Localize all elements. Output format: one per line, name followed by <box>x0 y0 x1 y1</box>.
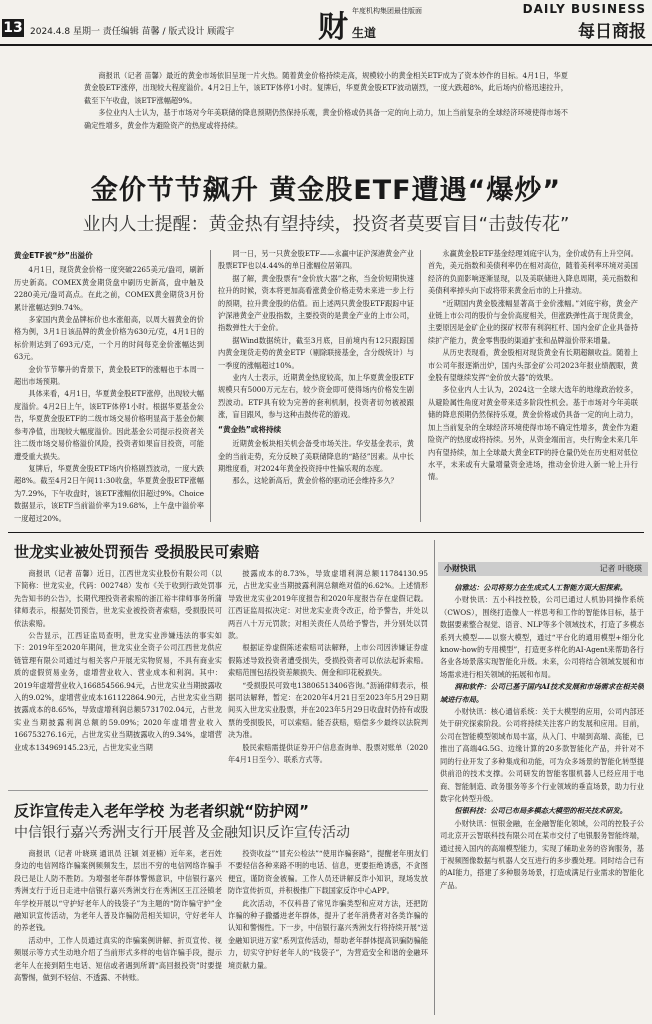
main-column-1 <box>14 248 204 526</box>
paragraph: 披露成本的8.73%，导致虚增利润总额11784130.95元，占世龙实业当期披露利润总额绝对值的6.62%。上述情形导致世龙实业2019年度报告和2020年度报告存在虚假记载。江西证监局拟决定：对世龙实业责令改正，给予警告，并处以两百八十万元罚款；对相关责任人员给予警告，并分别处以罚款。 <box>228 569 428 641</box>
paragraph: 活动中，工作人员通过真实的诈骗案例讲解、折页宣传、视频展示等方式生动地介绍了当前形式多样的电信诈骗手段，提示老年人在接到陌生电话、短信或者遇到所谓“高回报投资”时要提高警惕，做到不轻信、不透露、不转账。 <box>14 935 222 983</box>
sidebar-item-text: 小财快讯：恒银金融，在金融智能化领域，公司的控股子公司北京开云智联科技有限公司在某市交付了电银服务智能终端，通过接入国内的高端模型能力，实现了辅助业务的咨询服务，基于视频图像数据与机器人交互进行的多步骤处理。同时结合已有的AI能力，搭建了多种服务场景，打造成满足行业需求的智能化产品。 <box>440 818 644 890</box>
sidebar-title: 小财快讯 <box>444 564 476 573</box>
main-headline: 金价节节飙升 黄金股ETF遭遇“爆炒” <box>90 175 562 206</box>
section-name: 生道 <box>352 26 377 40</box>
dateline: 2024.4.8 星期一 责任编辑 苗馨 / 版式设计 顾霞宇 <box>30 27 235 37</box>
sidebar-item-text: 小财快讯：五小科技控股，公司已通过人机协同操作系统（CWOS），围绕打造像人一样思考和工作的智能体目标，基于数据要素整合视觉、语音、NLP等多个领域技术，打造了多模态系列大模型——以察大模型，通过“平台化的通用模型+细分化know-how的专用模型”，打造更多样化的AI-Agent来帮助各行各业各场景落实现智能化升级。未来，公司将结合领域发展和市场需求进行相关领域的拓展和布局。 <box>440 595 644 679</box>
main-column-3 <box>428 248 638 526</box>
paragraph: 公告显示，江西证监局查明，世龙实业涉嫌违法的事实如下：2019年至2020年期间，世龙实业全资子公司江西世龙供应链管理有限公司通过与相关客户开展无实物贸易，不具有商业实质的虚假贸易业务，虚增营业收入、营业成本和利润。其中：2019年虚增营业收入166854566.94元，占世龙实业当期披露收入的9.02%，虚增营业成本161122864.90元，占世龙实业当期披露成本的8.65%，导致虚增利润总额5731702.04元，占世龙实业当期披露利润总额的59.09%；2020年虚增营业收入166753276.16元，占世龙实业当期披露收入的9.34%，虚增营业成本134969145.23元，占世龙实业当期 <box>14 631 222 752</box>
paragraph: 股民索赔需提供证券开户信息查询单、股票对账单（2020年4月1日至今）、联系方式等。 <box>228 742 428 765</box>
brand-chinese: 每日商报 <box>578 22 646 42</box>
paragraph: 从历史表现看，黄金股相对现货黄金有长期超额收益。随着上市公司年报逐渐出炉，国内头部金矿公司2023年报业绩靓眼，黄金股有望继续发挥“金价放大器”的效果。 <box>428 348 638 383</box>
page-header <box>0 0 652 46</box>
paragraph: 此次活动，不仅科普了常见诈骗类型和应对方法，还把防诈骗的种子撒播进老年群体，提升了老年消费者对各类诈骗的认知和警惕性。下一步，中信银行嘉兴秀洲支行将持续开展“送金融知识进万家”系列宣传活动，帮助老年群体提高识骗防骗能力，切实守护好老年人的“钱袋子”，为营造安全和谐的金融环境贡献力量。 <box>228 898 428 970</box>
paragraph: 近期黄金板块相关机会备受市场关注。华安基金表示，黄金的当前走势，充分反映了美联储降息的“路径”因素。从中长期维度看，对2024年黄金投资持中性偏乐观的态度。 <box>218 439 414 473</box>
story2-column-1 <box>14 568 222 780</box>
intro-paragraph: 多位业内人士认为，基于市场对今年美联储的降息预期仍然保持乐观，黄金价格或仍具备一定的向上动力，加上当前复杂的全球经济环境使得市场不确定性增多，黄金作为避险资产的热度或将持续。 <box>84 108 568 130</box>
story2-headline: 世龙实业被处罚预告 受损股民可索赔 <box>14 543 260 561</box>
paragraph: 商报讯（记者 叶晓瑛 通讯员 汪颖 刘亚楠）近年来，老百姓身边的电信网络诈骗案例频频发生，层出不穷的电信网络诈骗手段已是让人防不胜防。为增强老年群体警惕意识，中信银行嘉兴秀洲支行于近日走进中信银行嘉兴秀洲支行在秀洲区王江泾镇老年学校开展以“守护好老年人的钱袋子”为主题的“防诈骗守护”金融知识宣传活动，为老年人普及诈骗防范相关知识，守好老年人的养老钱。 <box>14 849 222 933</box>
story3-subhead: 中信银行嘉兴秀洲支行开展普及金融知识反诈宣传活动 <box>14 825 350 841</box>
story3-column-2 <box>228 848 428 1016</box>
story3-headline: 反诈宣传走入老年学校 为老者织就“防护网” <box>14 802 309 820</box>
sidebar-divider <box>434 540 435 1015</box>
sidebar-item-lead: 恒银科技：公司已布局多模态大模型的相关技术研发。 <box>454 806 627 816</box>
sidebar-item-lead: 信雅达：公司将努力在生成式人工智能方面大胆探索。 <box>454 583 627 592</box>
paragraph: 多家国内黄金品牌标价也水涨船高，以周大福黄金的价格为例，3月1日该品牌的黄金价格为630元/克，4月1日的标价则达到了693元/克，一个月的时间每克金价涨幅达到63元。 <box>14 315 204 362</box>
paragraph: 业内人士表示，近期黄金热度较高，加上华夏黄金股ETF规模只有5000万元左右，较少资金即可使得场内价格发生剧烈波动。ETF具有较为完善的套利机制，投资者切勿被被跟涨，盲目跟风，参与这种击鼓传花的游戏。 <box>218 373 414 420</box>
subheading: 黄金ETF被“炒”出溢价 <box>14 251 93 260</box>
brand-english: DAILY BUSINESS <box>522 2 646 16</box>
paragraph: “受损股民可致电13806513406咨询。”沥涌律师表示，根据司法解释，暂定：在2020年4月21日至2023年5月29日期间买入世龙实业股票，并在2023年5月29日收盘时仍持有或股票的受损股民，可以索赔。能否获赔，赔偿多少最终以法院判决为准。 <box>228 680 428 740</box>
paragraph: “近期国内黄金股涨幅显著高于金价涨幅。”刘庭宇称，黄金产业链上市公司的股价与金价高度相关，但涨跌弹性高于现货黄金，主要原因是金矿企业的探矿权带有利润杠杆、国内金矿企业具备持续扩产能力，黄金零售股的渠道扩张和品牌溢价带来增量。 <box>428 298 638 345</box>
sidebar-item-lead: 润和软件：公司已基于国内AI技术发展和市场需求在相关领域进行布局。 <box>440 682 644 704</box>
subheading: “黄金热”或将持续 <box>218 424 282 434</box>
paragraph: 同一日，另一只黄金股ETF——永赢中证沪深港黄金产业股票ETF也以4.44%的单日涨幅位居第四。 <box>218 249 414 271</box>
paragraph: 4月1日，现货黄金价格一度突破2265美元/盎司，刷新历史新高。COMEX黄金期货盘中刷历史新高，盘中触及2280美元/盎司高点。在此之前，COMEX黄金期货3月份累计涨幅达到9.74%。 <box>14 265 204 312</box>
paragraph: 多位业内人士认为，2024这一全球大选年的地缘政治较多，从避险属性角度对黄金带来适多阶段性机会。基于市场对今年美联储的降息预期仍然保持乐观，黄金价格或仍具备一定的向上动力，加上当前复杂的全球经济环境使得市场不确定性增多，黄金作为避险资产的热度或将持续。另外，从资金端而言，央行购金未来几年内有望持续，加上全球最大黄金ETF的持仓量仍处在历史相对低位水平，未来或有大量增量资金进场，推动金价进入新一轮上升行情。 <box>428 385 638 482</box>
paragraph: 根据证券虚假陈述索赔司法解释，上市公司因涉嫌证券虚假陈述导致投资者遭受损失，受损投资者可以依法起诉索赔。索赔范围包括投资差额损失、佣金和印花税损失。 <box>228 643 428 678</box>
sidebar-list <box>440 582 644 1016</box>
intro-paragraph: 商报讯（记者 苗馨）最近的黄金市场依旧呈现一片火热。随着黄金价格持续走高，规模较小的黄金相关ETF成为了资本炒作的目标。4月1日，华夏黄金股ETF涨停，出现较大程度溢价。4月2日上午，该ETF体停1小时。复牌后，华夏黄金股ETF波动剧烈，一度大跌超8%，此后场内价格迅速拉升，截至下午收盘，该ETF涨幅超9%。 <box>84 71 568 105</box>
paragraph: 永赢黄金股ETF基金经理刘庭宇认为，金价或仍有上升空间。首先，美元指数和美债利率仍在相对高位，随着美利率环境对美国经济的负面影响逐渐显现，以及美联储进入降息周期，美元指数和美债利率掉头向下或将带来黄金后市的上升推动。 <box>428 249 638 296</box>
paragraph: 复牌后，华夏黄金股ETF场内价格剧烈波动，一度大跌超8%。截至4月2日午间11:30收盘，华夏黄金股ETF涨幅为7.29%，下午收盘时，该ETF涨幅依旧超过9%。Choice数据显示，该ETF当前溢价率为19.68%，上午盘中溢价率一度超过20%。 <box>14 463 204 523</box>
section-rule <box>8 790 428 791</box>
section-note: 年度机构集团最佳版面 <box>352 7 422 15</box>
paragraph: 金价节节攀升的背景下，黄金股ETF的涨幅也于本周一超出市场预期。 <box>14 364 204 387</box>
paragraph: 据了解，黄金股票有“金价放大器”之称，当金价短期快速拉升的时候，资本将更加高看涨黄金价格走势未来进一步上行的预期，拉升黄金股的估值。而上述两只黄金股ETF跟踪中证沪深港黄金产业股指数，主要投资的是黄金产业的上市公司，指数弹性大于金价。 <box>218 273 414 333</box>
sidebar-editor: 记者 叶晓瑛 <box>599 564 642 573</box>
section-rule <box>8 532 644 533</box>
section-logo: 财 <box>318 10 348 45</box>
column-divider <box>420 250 421 522</box>
intro-text <box>84 70 568 142</box>
paragraph: 商报讯（记者 苗馨）近日，江西世龙实业股份有限公司（以下简称：世龙实业，代码：002748）发布《关于收到行政处罚事先告知书的公告》，长期代理投资者索赔的浙江裕丰律师事务所蒲律师表示，根据处罚预告，世龙实业被投资者索赔，受损股民可依法索赔。 <box>14 569 222 628</box>
sidebar-tag <box>438 562 648 576</box>
story3-column-1 <box>14 848 222 1016</box>
main-subhead: 业内人士提醒：黄金热有望持续，投资者莫要盲目“击鼓传花” <box>82 214 570 235</box>
column-divider <box>210 250 211 522</box>
paragraph: 投资收益”“冒充公检法”“使用诈骗套路”，提醒老年朋友们不要轻信各种来路不明的电话、信息，更要拒绝诱惑，不贪图便宜，谨防资金被骗。工作人员还讲解反诈小知识，现场发放防诈宣传折页，并积极推广下载国家反诈中心APP。 <box>228 849 428 896</box>
main-column-2 <box>218 248 414 526</box>
paragraph: 据Wind数据统计，截至3月底，目前境内有12只跟踪国内黄金现货走势的黄金ETF（剔除联接基金，含分级统计）与一季度的涨幅超过10%。 <box>218 335 414 370</box>
story2-column-2 <box>228 568 428 780</box>
page-number: 13 <box>3 20 23 36</box>
paragraph: 具体来看，4月1日，华夏黄金股ETF涨停，出现较大幅度溢价。4月2日上午，该ETF体停1小时。根据华夏基金公告，华夏黄金股ETF的二级市场交易价格明显高于基金份额参考净值，出现较大幅度溢价。因此基金公司提示投资者关注二级市场交易价格溢价风险，投资者如果盲目投资，可能遭受重大损失。 <box>14 389 204 461</box>
sidebar-item-text: 小财快讯：核心通信系统：关于大模型的应用，公司内部还处于研究探索阶段。公司将持续关注客户的发展和应用。目前，公司在智能模型领域布局丰富，从入门、中端到高端、高能，已推出了高端4G.5G、边缘计算的20多款智能化产品，并针对不同的行业开发了多种集成和功能，可为众多场景的智能化转型提供前沿的技术支撑。公司研发的智能客服机器人已经应用于电商、智能制造、政务服务等多个行业领域的垂直场景，助力行业数字化转型升级。 <box>440 707 644 803</box>
paragraph: 那么，这轮新高后，黄金价格的驱动还会维持多久？ <box>232 476 398 486</box>
